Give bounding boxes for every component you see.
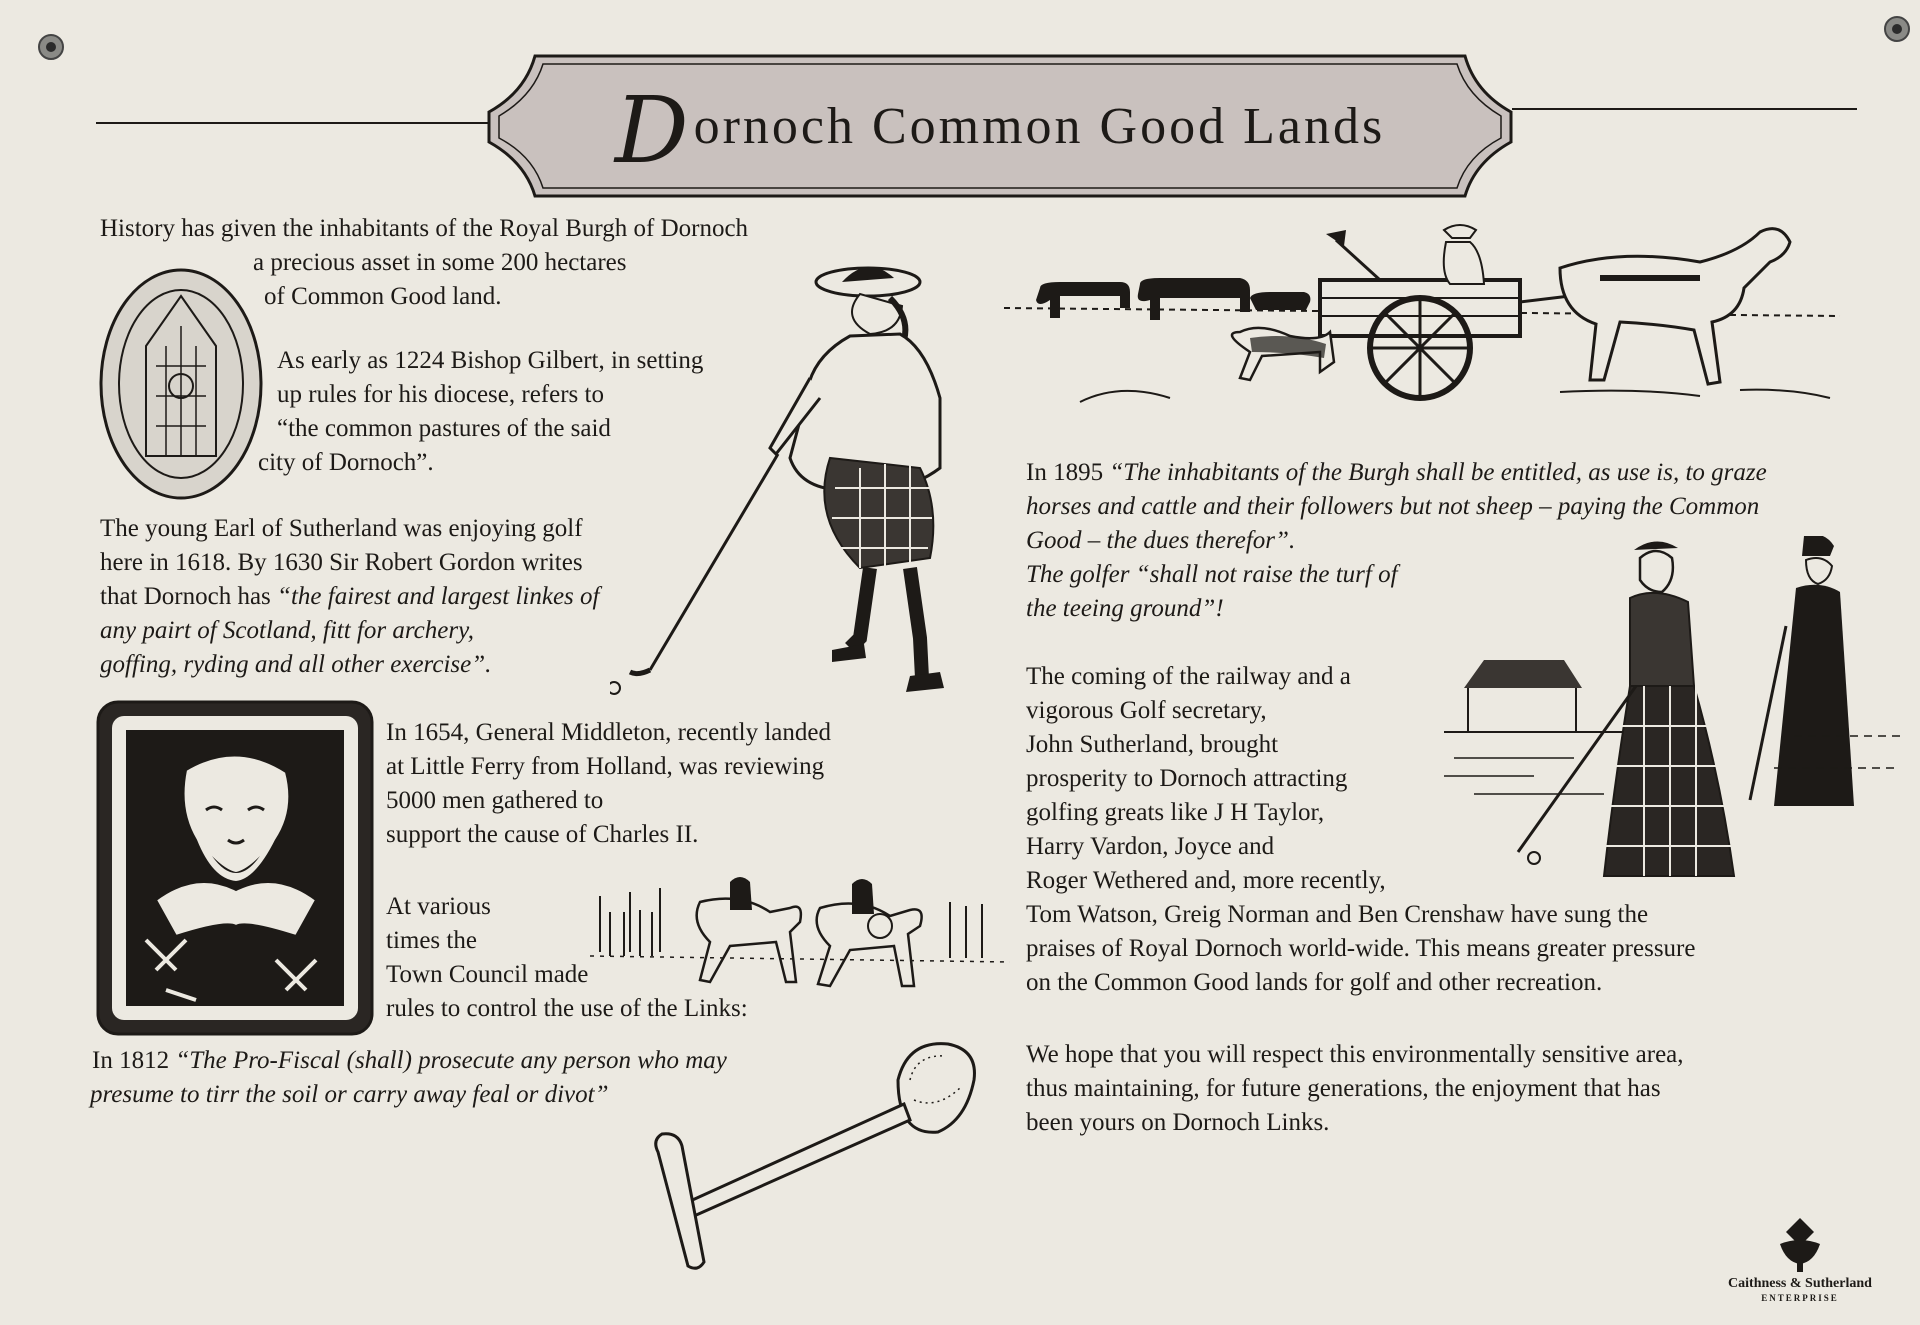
lady-golfers-icon bbox=[1444, 536, 1900, 892]
title-rule-left bbox=[96, 122, 488, 124]
middleton-line: at Little Ferry from Holland, was reviewing bbox=[386, 753, 825, 780]
closing-line: thus maintaining, for future generations, the enjoyment that has bbox=[1026, 1075, 1661, 1102]
gilbert-line: up rules for his diocese, refers to bbox=[277, 381, 604, 408]
earl-line: The young Earl of Sutherland was enjoying golf bbox=[100, 515, 583, 542]
railway-line: on the Common Good lands for golf and other recreation. bbox=[1026, 969, 1603, 996]
portrait-icon bbox=[96, 700, 374, 1036]
page-title bbox=[485, 52, 1515, 200]
y1895-line: the teeing ground”! bbox=[1026, 595, 1224, 622]
screw-icon bbox=[1882, 14, 1912, 44]
earl-line: goffing, ryding and all other exercise”. bbox=[100, 651, 492, 678]
divot-tool-icon bbox=[648, 1040, 988, 1276]
earl-line: that Dornoch has “the fairest and largest linkes of bbox=[100, 583, 600, 610]
y1895-line: In 1895 “The inhabitants of the Burgh shall be entitled, as use is, to graze bbox=[1026, 459, 1767, 486]
middleton-line: In 1654, General Middleton, recently landed bbox=[386, 719, 831, 746]
council-line: rules to control the use of the Links: bbox=[386, 995, 748, 1022]
intro-line: of Common Good land. bbox=[264, 283, 502, 310]
council-line: Town Council made bbox=[386, 961, 589, 988]
railway-line: The coming of the railway and a bbox=[1026, 663, 1351, 690]
railway-line: praises of Royal Dornoch world-wide. This means greater pressure bbox=[1026, 935, 1696, 962]
middleton-line: support the cause of Charles II. bbox=[386, 821, 699, 848]
council-line: At various bbox=[386, 893, 491, 920]
title-rule-right bbox=[1512, 108, 1857, 110]
logo-name: Caithness & Sutherland bbox=[1728, 1276, 1872, 1291]
logo-sub: ENTERPRISE bbox=[1761, 1293, 1839, 1303]
closing-line: We hope that you will respect this environmentally sensitive area, bbox=[1026, 1041, 1684, 1068]
closing-line: been yours on Dornoch Links. bbox=[1026, 1109, 1330, 1136]
railway-line: prosperity to Dornoch attracting bbox=[1026, 765, 1348, 792]
railway-line: John Sutherland, brought bbox=[1026, 731, 1279, 758]
railway-line: vigorous Golf secretary, bbox=[1026, 697, 1267, 724]
intro-line: a precious asset in some 200 hectares bbox=[253, 249, 627, 276]
gilbert-line: “the common pastures of the said bbox=[277, 415, 611, 442]
gilbert-line: As early as 1224 Bishop Gilbert, in setting bbox=[277, 347, 704, 374]
railway-line: Tom Watson, Greig Norman and Ben Crenshaw have sung the bbox=[1026, 901, 1649, 928]
golfer-icon bbox=[610, 258, 1020, 704]
council-line: times the bbox=[386, 927, 477, 954]
fiscal-line: In 1812 “The Pro-Fiscal (shall) prosecute any person who may bbox=[92, 1047, 727, 1074]
middleton-line: 5000 men gathered to bbox=[386, 787, 604, 814]
earl-line: any pairt of Scotland, fitt for archery, bbox=[100, 617, 475, 644]
thistle-logo-icon bbox=[1774, 1216, 1826, 1274]
title-rest: ornoch Common Good Lands bbox=[693, 97, 1386, 155]
intro-line: History has given the inhabitants of the Royal Burgh of Dornoch bbox=[100, 215, 749, 242]
earl-line: here in 1618. By 1630 Sir Robert Gordon writes bbox=[100, 549, 583, 576]
railway-line: golfing greats like J H Taylor, bbox=[1026, 799, 1325, 826]
y1895-line: The golfer “shall not raise the turf of bbox=[1026, 561, 1398, 588]
y1895-line: horses and cattle and their followers but not sheep – paying the Common bbox=[1026, 493, 1760, 520]
seal-icon bbox=[96, 266, 266, 502]
horsemen-icon bbox=[590, 862, 1010, 994]
fiscal-line: presume to tirr the soil or carry away feal or divot” bbox=[90, 1081, 609, 1108]
gilbert-line: city of Dornoch”. bbox=[258, 449, 434, 476]
railway-line: Harry Vardon, Joyce and bbox=[1026, 833, 1275, 860]
cart-icon bbox=[1000, 212, 1850, 442]
railway-line: Roger Wethered and, more recently, bbox=[1026, 867, 1386, 894]
title-initial: D bbox=[614, 76, 692, 184]
screw-icon bbox=[36, 32, 66, 62]
y1895-line: Good – the dues therefor”. bbox=[1026, 527, 1296, 554]
